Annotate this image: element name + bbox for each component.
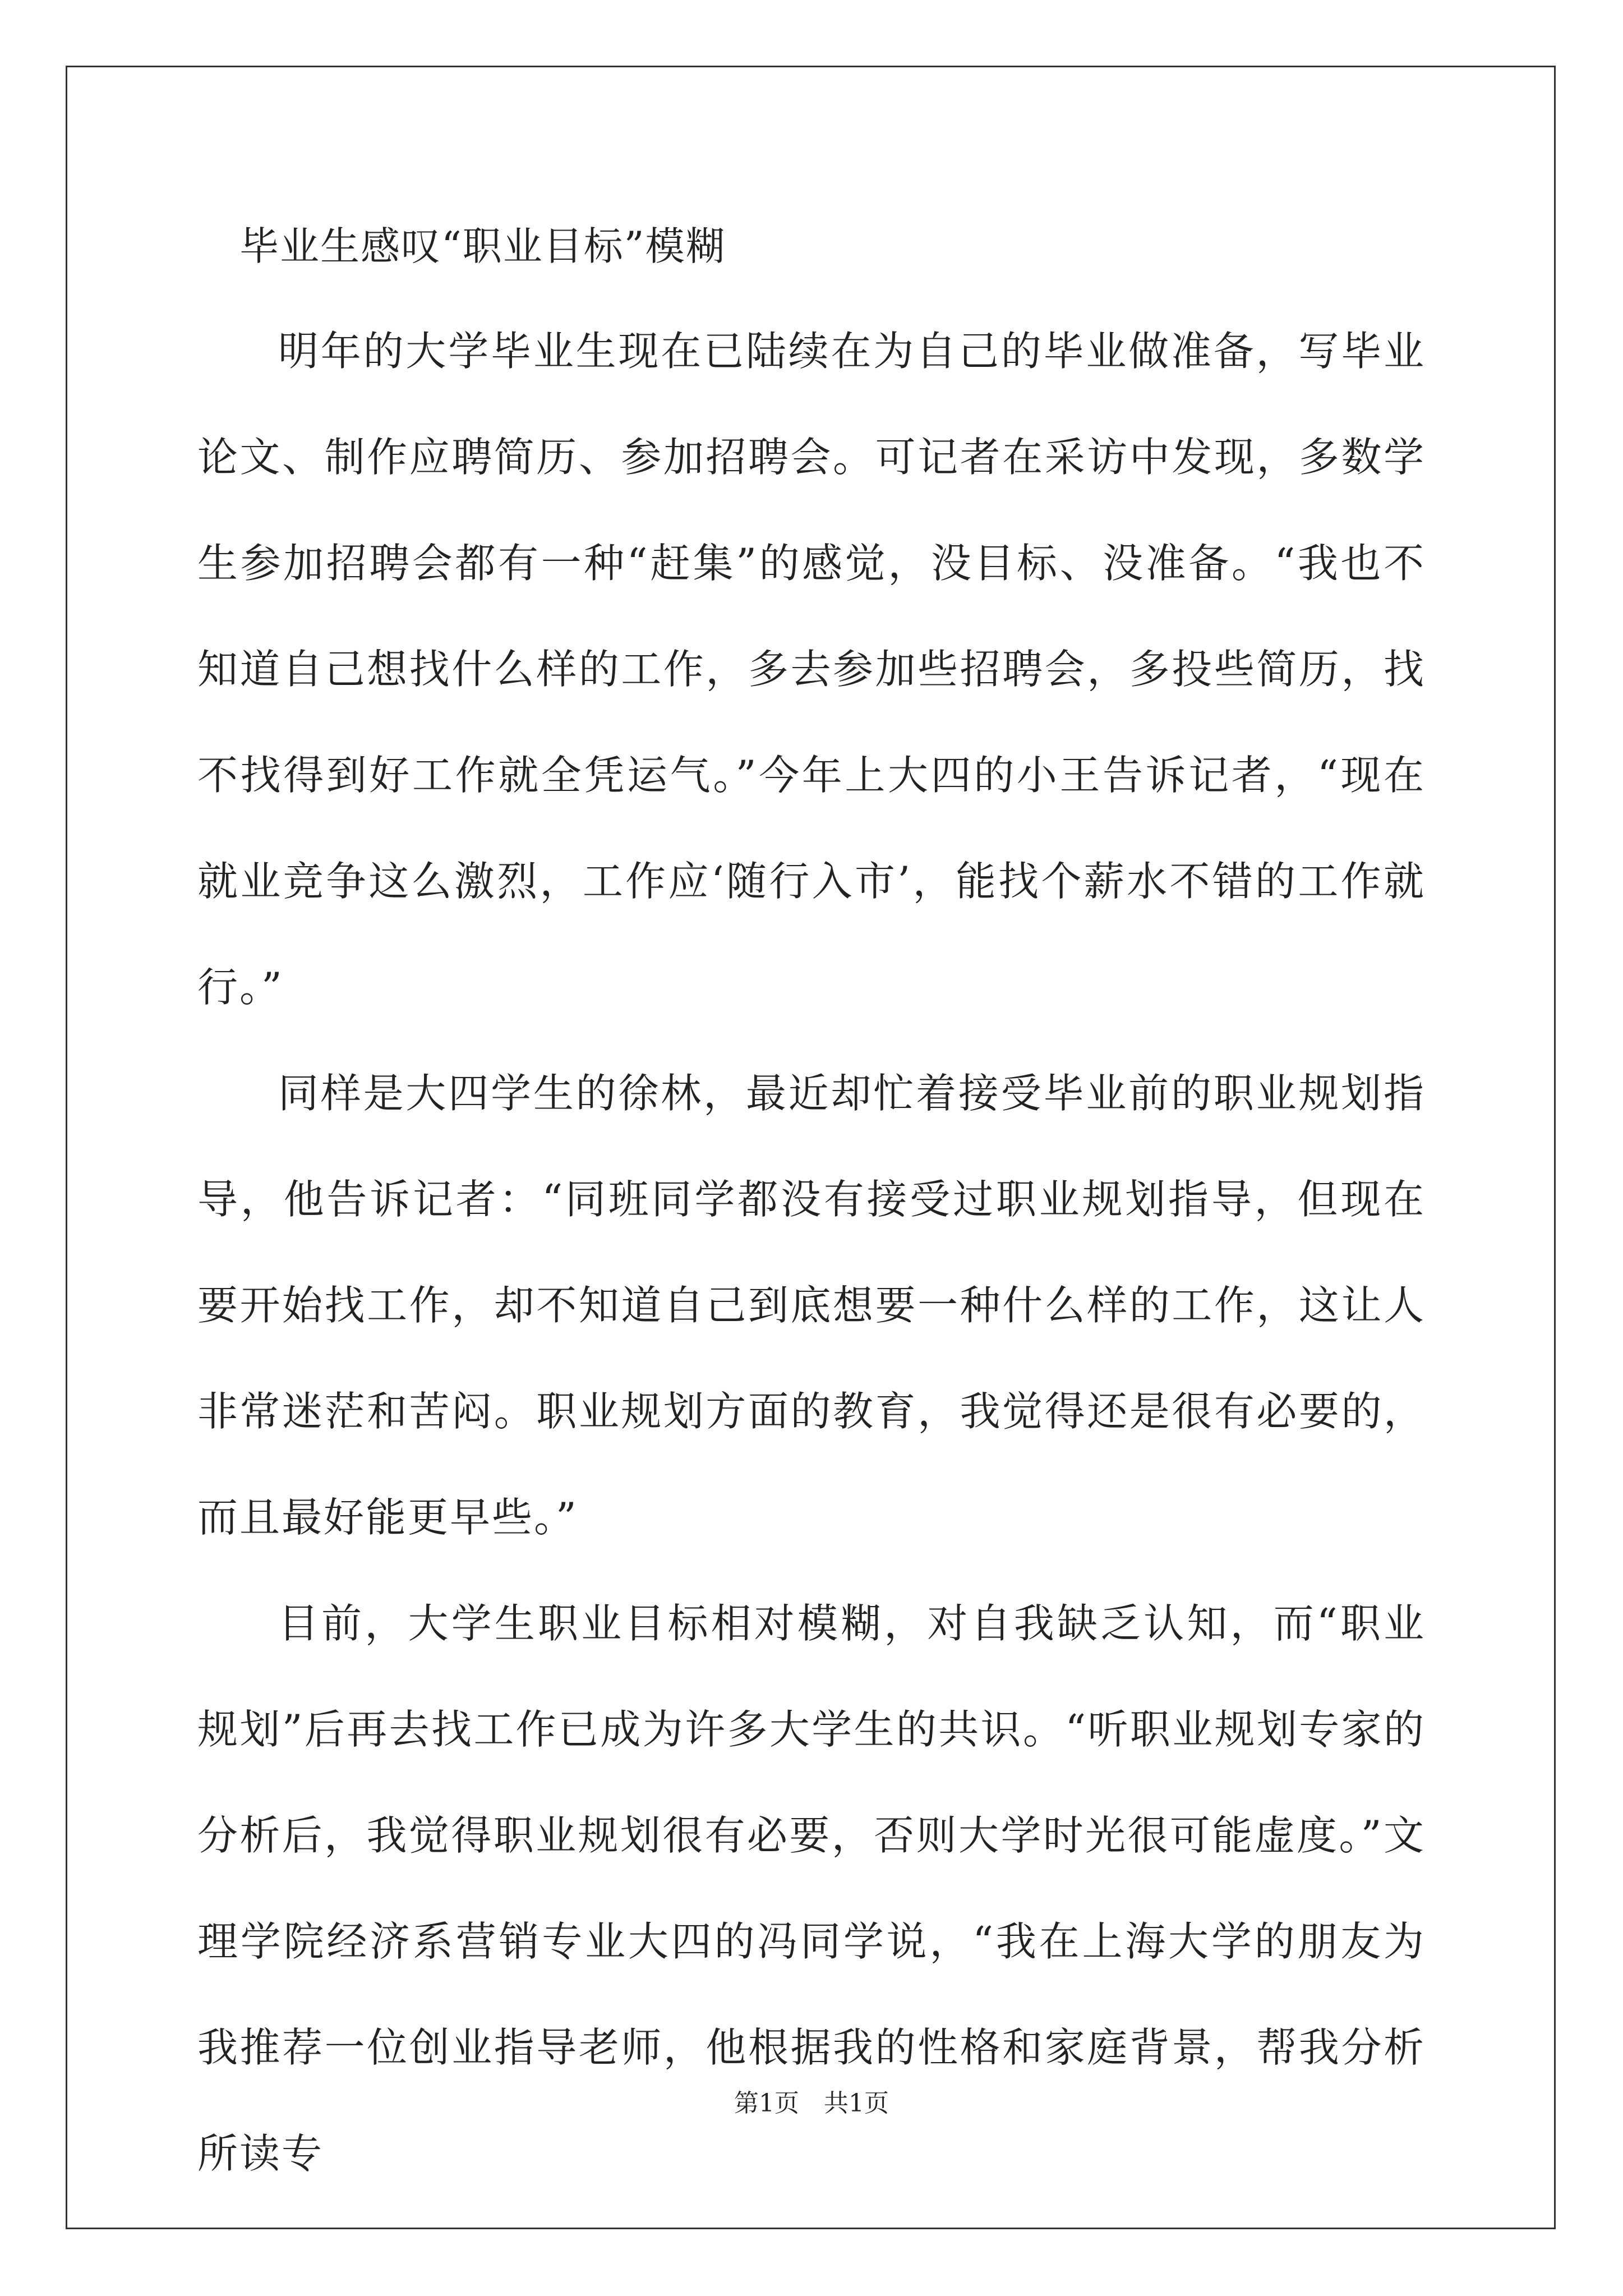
paragraph-3: 目前，大学生职业目标相对模糊，对自我缺乏认知，而“职业规划”后再去找工作已成为许多大学生的共识。“听职业规划专家的分析后，我觉得职业规划很有必要，否则大学时光很可能虚度。”文理学院经济系营销专业大四的冯同学说，“我在上海大学的朋友为我推荐一位创业指导老师，他根据我的性格和家庭背景，帮我分析所读专 <box>197 1600 1426 2177</box>
paragraph-1: 明年的大学毕业生现在已陆续在为自己的毕业做准备，写毕业论文、制作应聘简历、参加招聘会。可记者在采访中发现，多数学生参加招聘会都有一种“赶集”的感觉，没目标、没准备。“我也不知道自己想找什么样的工作，多去参加些招聘会，多投些简历，找不找得到好工作就全凭运气。”今年上大四的小王告诉记者，“现在就业竞争这么激烈，工作应‘随行入市’，能找个薪水不错的工作就行。” <box>197 328 1426 1011</box>
paragraph-2: 同样是大四学生的徐林，最近却忙着接受毕业前的职业规划指导，他告诉记者：“同班同学都没有接受过职业规划指导，但现在要开始找工作，却不知道自己到底想要一种什么样的工作，这让人非常迷茫和苦闷。职业规划方面的教育，我觉得还是很有必要的，而且最好能更早些。” <box>197 1070 1426 1541</box>
article-title: 毕业生感叹“职业目标”模糊 <box>239 223 726 269</box>
page-footer: 第1页 共1页 <box>734 2089 889 2118</box>
document-body <box>197 213 1426 2207</box>
